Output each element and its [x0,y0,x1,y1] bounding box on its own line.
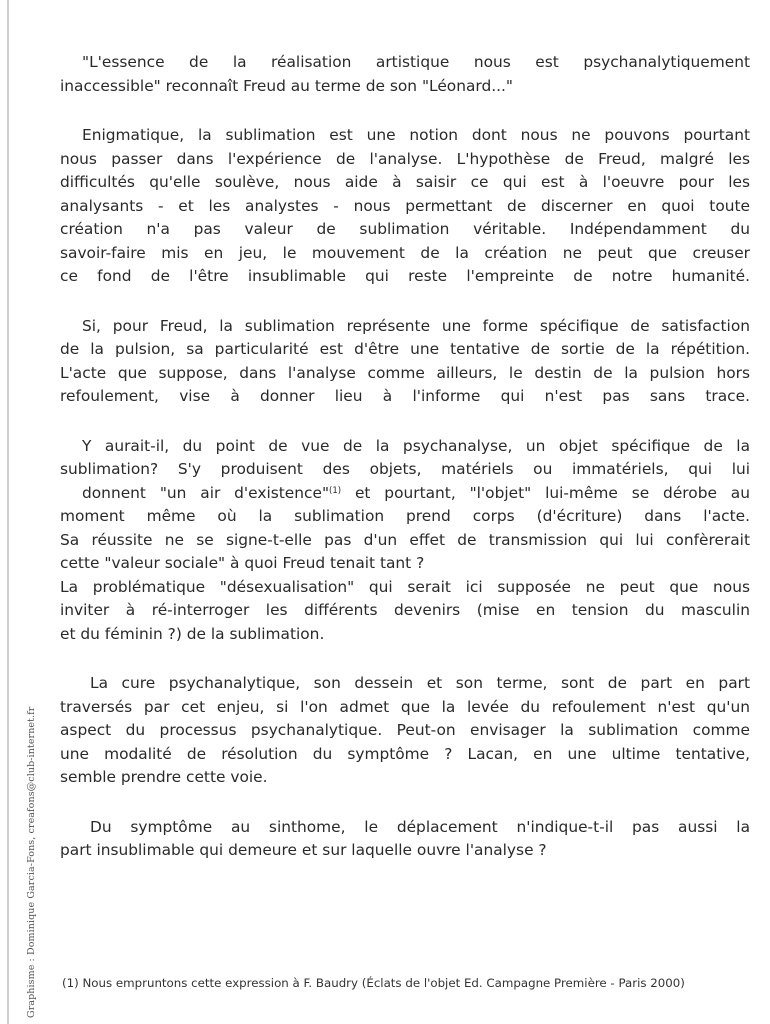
paragraph-5 [60,672,750,790]
text-line: sublimation? S'y produisent des objets, matériels ou immatériels, qui lui [60,460,750,478]
text-line: cette "valeur sociale" à quoi Freud tenait tant ? [60,554,425,572]
text-fragment: donnent "un air d'existence" [82,483,330,502]
text-line: Y aurait-il, du point de vue de la psychanalyse, un objet spécifique de la [82,436,750,455]
text-line: L'acte que suppose, dans l'analyse comme ailleurs, le destin de la pulsion hors [60,363,750,382]
text-line: part insublimable qui demeure et sur laquelle ouvre l'analyse ? [60,841,547,859]
text-line: La problématique "désexualisation" qui serait ici supposée ne peut que nous [60,577,750,596]
footnote [62,976,685,990]
footnote-marker: (1) [62,976,79,990]
text-line: et du féminin ?) de la sublimation. [60,624,325,643]
paragraph-4 [60,435,750,647]
text-line: difficultés qu'elle soulève, nous aide à saisir ce qui est à l'oeuvre pour les [60,173,750,191]
document-body [60,51,750,889]
text-line: ce fond de l'être insublimable qui reste l'empreinte de notre humanité. [60,267,750,285]
text-line: analysants - et les analystes - nous permettant de discerner en quoi toute [60,196,750,215]
text-line: refoulement, vise à donner lieu à l'informe qui n'est pas sans trace. [60,387,750,405]
text-line: moment même où la sublimation prend corps (d'écriture) dans l'acte. [60,507,750,525]
text-line: La cure psychanalytique, son dessein et son terme, sont de part en part [90,674,750,692]
text-line: une modalité de résolution du symptôme ? Lacan, en une ultime tentative, [60,744,750,763]
text-line: aspect du processus psychanalytique. Peut-on envisager la sublimation comme [60,721,750,739]
text-fragment: et pourtant, "l'objet" lui-même se dérobe au [341,483,750,502]
text-line: Enigmatique, la sublimation est une notion dont nous ne pouvons pourtant [82,126,750,144]
text-line: inaccessible" reconnaît Freud au terme de son "Léonard..." [60,76,513,95]
paragraph-2 [60,124,750,289]
text-line: traversés par cet enjeu, si l'on admet que la levée du refoulement n'est qu'un [60,697,750,716]
paragraph-1 [60,51,750,98]
text-line-with-footnote [60,482,750,506]
text-line: inviter à ré-interroger les différents devenirs (mise en tension du masculin [60,601,750,619]
graphic-design-credit: Graphisme : Dominique Garcia-Fons, creafons@club-internet.fr [26,706,37,1018]
text-line: création n'a pas valeur de sublimation véritable. Indépendamment du [60,220,750,238]
paragraph-3 [60,315,750,409]
footnote-marker: (1) [329,485,342,496]
text-line: "L'essence de la réalisation artistique nous est psychanalytiquement [82,53,750,71]
text-line: Si, pour Freud, la sublimation représente une forme spécifique de satisfaction [82,316,750,335]
paragraph-6 [60,816,750,863]
text-line: savoir-faire mis en jeu, le mouvement de la création ne peut que creuser [60,243,750,262]
text-line: semble prendre cette voie. [60,768,268,786]
text-line: Sa réussite ne se signe-t-elle pas d'un effet de transmission qui lui confèrerait [60,530,750,549]
text-line: de la pulsion, sa particularité est d'être une tentative de sortie de la répétition. [60,340,750,358]
text-line: Du symptôme au sinthome, le déplacement n'indique-t-il pas aussi la [90,817,750,836]
footnote-text: Nous empruntons cette expression à F. Baudry (Éclats de l'objet Ed. Campagne Première - Paris 2000) [78,976,685,990]
text-line: nous passer dans l'expérience de l'analyse. L'hypothèse de Freud, malgré les [60,149,750,168]
page-edge-line [7,0,9,1024]
